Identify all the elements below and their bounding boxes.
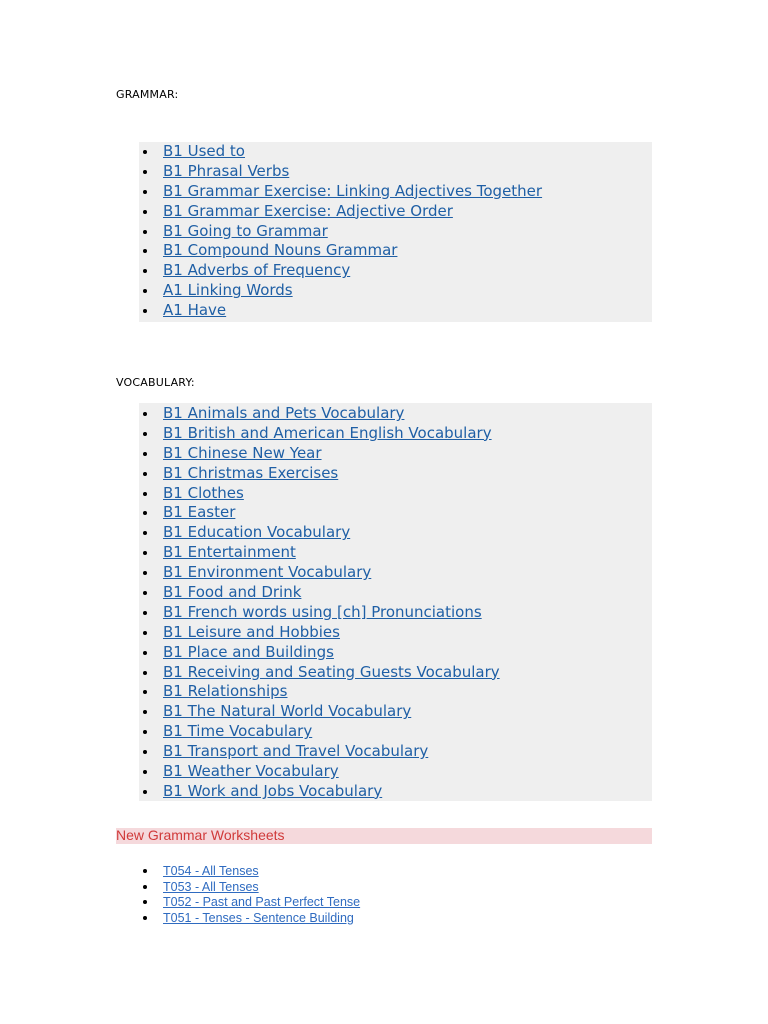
grammar-link-compound-nouns[interactable]: B1 Compound Nouns Grammar [163,241,398,260]
list-item [139,781,500,801]
grammar-link-linking-words[interactable]: A1 Linking Words [163,281,293,300]
grammar-link-linking-adjectives[interactable]: B1 Grammar Exercise: Linking Adjectives Together [163,181,543,200]
vocab-link-french-words[interactable]: B1 French words using [ch] Pronunciations [163,602,482,621]
vocab-link-natural-world[interactable]: B1 The Natural World Vocabulary [163,702,412,721]
vocab-link-receiving-guests[interactable]: B1 Receiving and Seating Guests Vocabulary [163,662,500,681]
grammar-heading: GRAMMAR: [116,88,179,101]
vocab-link-food-drink[interactable]: B1 Food and Drink [163,583,302,602]
list-item [139,701,500,721]
vocab-link-work-jobs[interactable]: B1 Work and Jobs Vocabulary [163,781,383,800]
list-item [139,662,500,682]
list-item [139,280,542,300]
list-item [139,542,500,562]
list-item [139,681,500,701]
vocab-link-chinese-new-year[interactable]: B1 Chinese New Year [163,443,322,462]
grammar-link-used-to[interactable]: B1 Used to [163,142,245,160]
grammar-list [139,141,542,320]
worksheets-title: New Grammar Worksheets [116,827,285,843]
list-item [139,260,542,280]
vocabulary-list [139,403,500,801]
list-item [139,761,500,781]
vocab-link-education[interactable]: B1 Education Vocabulary [163,523,351,542]
worksheet-link-t052[interactable]: T052 - Past and Past Perfect Tense [163,895,361,910]
vocab-link-christmas[interactable]: B1 Christmas Exercises [163,463,339,482]
vocab-link-animals-pets[interactable]: B1 Animals and Pets Vocabulary [163,404,405,422]
list-item [139,463,500,483]
list-item [139,240,542,260]
list-item [139,622,500,642]
list-item [139,181,542,201]
vocab-link-leisure-hobbies[interactable]: B1 Leisure and Hobbies [163,622,340,641]
worksheets-list [139,862,360,924]
list-item [139,721,500,741]
list-item [139,221,542,241]
list-item [139,562,500,582]
list-item [139,909,360,925]
grammar-link-have[interactable]: A1 Have [163,301,227,320]
vocab-link-weather[interactable]: B1 Weather Vocabulary [163,762,339,781]
vocabulary-heading: VOCABULARY: [116,376,195,389]
list-item [139,741,500,761]
list-item [139,893,360,909]
list-item [139,201,542,221]
grammar-link-phrasal-verbs[interactable]: B1 Phrasal Verbs [163,161,290,180]
worksheet-link-t054[interactable]: T054 - All Tenses [163,864,259,878]
vocab-link-clothes[interactable]: B1 Clothes [163,483,244,502]
vocab-link-relationships[interactable]: B1 Relationships [163,682,288,701]
list-item [139,878,360,894]
list-item [139,443,500,463]
vocab-link-environment[interactable]: B1 Environment Vocabulary [163,563,372,582]
worksheet-link-t051[interactable]: T051 - Tenses - Sentence Building [163,910,354,925]
vocab-link-place-buildings[interactable]: B1 Place and Buildings [163,642,334,661]
list-item [139,423,500,443]
worksheet-link-t053[interactable]: T053 - All Tenses [163,879,259,894]
list-item [139,161,542,181]
list-item [139,141,542,161]
grammar-link-going-to[interactable]: B1 Going to Grammar [163,221,328,240]
list-item [139,502,500,522]
list-item [139,602,500,622]
vocab-link-easter[interactable]: B1 Easter [163,503,236,522]
vocab-link-british-american[interactable]: B1 British and American English Vocabulary [163,423,492,442]
list-item [139,582,500,602]
vocab-link-transport-travel[interactable]: B1 Transport and Travel Vocabulary [163,742,429,761]
list-item [139,483,500,503]
list-item [139,862,360,878]
list-item [139,403,500,423]
list-item [139,642,500,662]
vocab-link-entertainment[interactable]: B1 Entertainment [163,543,296,562]
grammar-link-adjective-order[interactable]: B1 Grammar Exercise: Adjective Order [163,201,453,220]
vocab-link-time[interactable]: B1 Time Vocabulary [163,722,313,741]
grammar-link-adverbs-frequency[interactable]: B1 Adverbs of Frequency [163,261,351,280]
list-item [139,300,542,320]
list-item [139,522,500,542]
